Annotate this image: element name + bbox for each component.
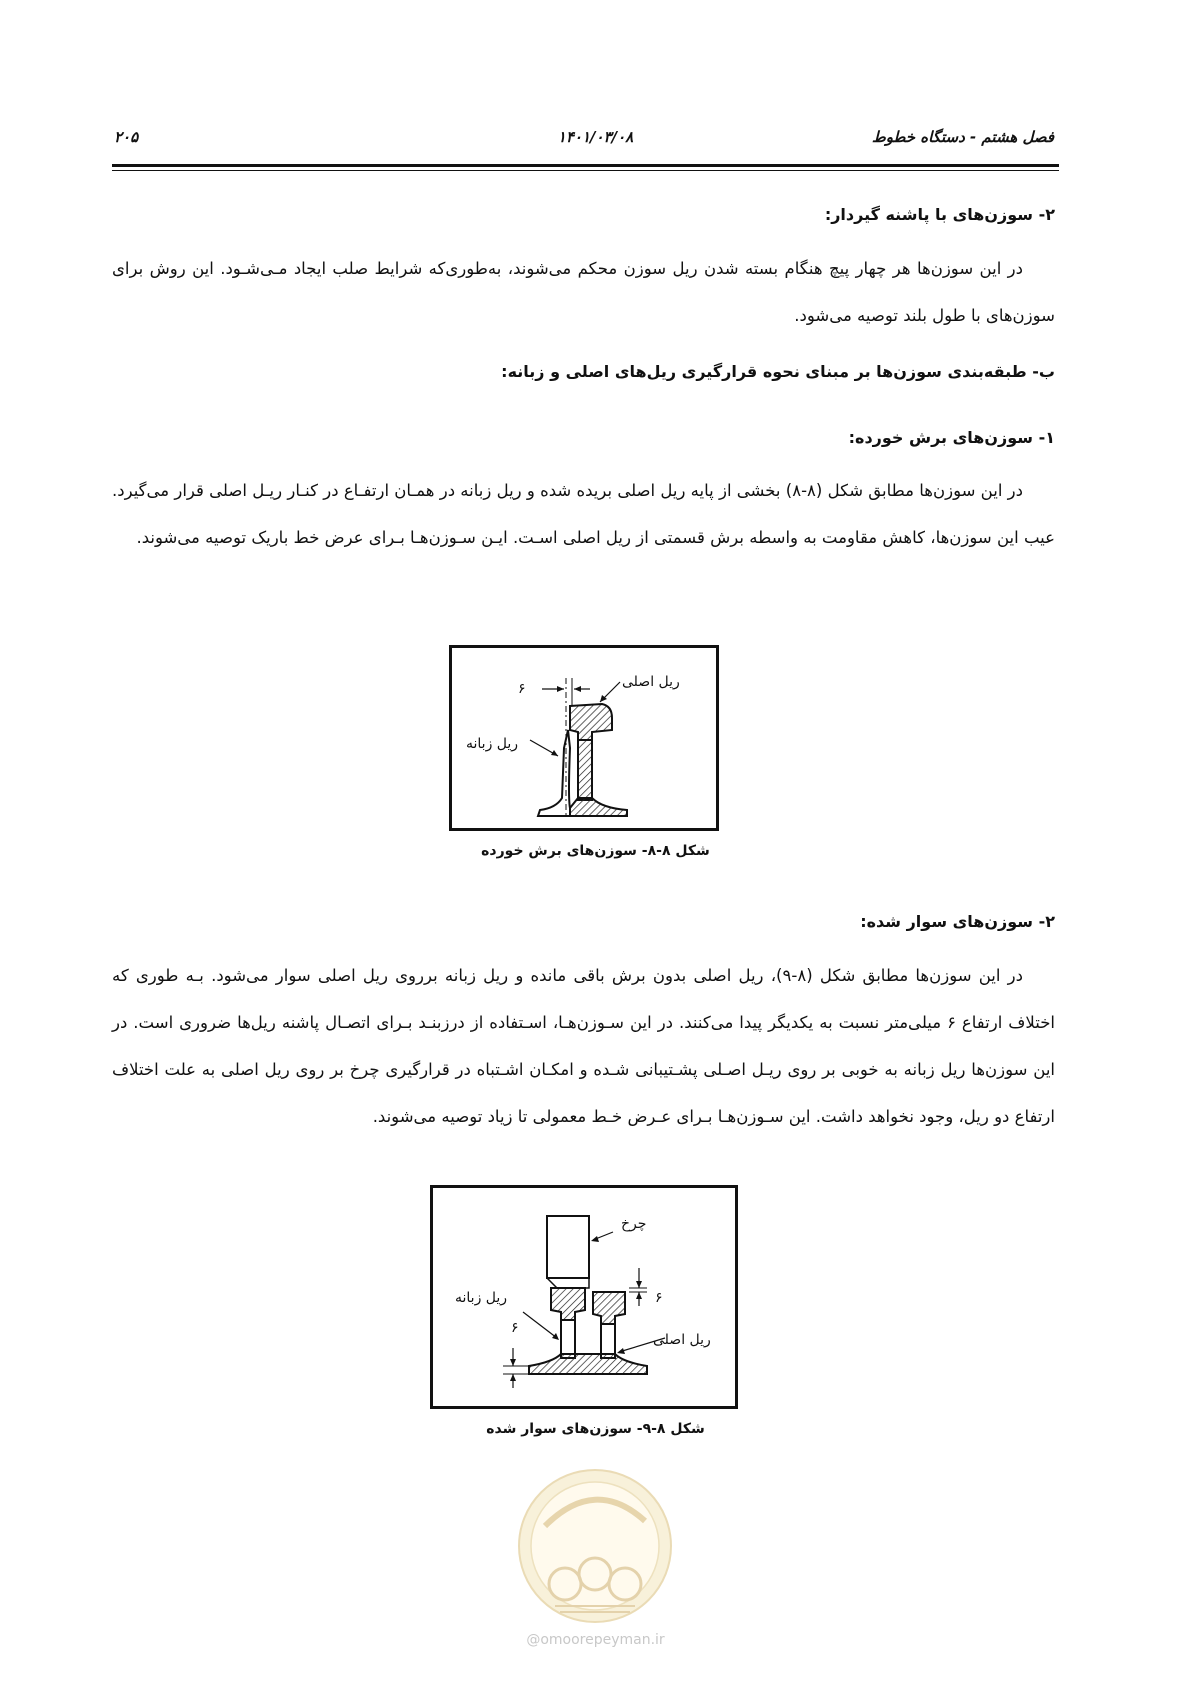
heel-switch-heading: ۲- سوزن‌های با پاشنه گیردار: (824, 205, 1055, 224)
fig2-wheel-label: چرخ (621, 1216, 647, 1232)
mounted-switch-text: در این سوزن‌ها مطابق شکل (۸-۹)، ریل اصلی بدون برش باقی مانده و ریل زبانه برروی ریل اصلی سوار می‌شود. بـه طوری که اختلاف ارتفاع ۶ میلی‌متر نسبت به یکدیگر پیدا می‌کنند. در این سـوزن‌هـا، اسـتفاده از درزبنـد بـرای اتصـال پاشنه ریل‌ها ضروری است. در این سوزن‌ها ریل زبانه به خوبی بر روی ریـل اصـلی پشـتیبانی شـده و امکـان اشـتباه در قرارگیری چرخ بر روی ریل اصلی به علت اختلاف ارتفاع دو ریل، وجود نخواهد داشت. این سـوزن‌هـا بـرای عـرض خـط معمولی تا زیاد توصیه می‌شوند. (112, 966, 1055, 1126)
header-rule-thin (112, 170, 1059, 171)
chapter-title: فصل هشتم - دستگاه خطوط (871, 128, 1054, 146)
fig2-switch-rail-label: ریل زبانه (455, 1290, 508, 1306)
page-number: ۲۰۵ (114, 128, 139, 146)
cut-switch-text: در این سوزن‌ها مطابق شکل (۸-۸) بخشی از پایه ریل اصلی بریده شده و ریل زبانه در همـان ارتفـاع در کنـار ریـل اصلی قرار می‌گیرد. عیب این سوزن‌ها، کاهش مقاومت به واسطه برش قسمتی از ریل اصلی اسـت. ایـن سـوزن‌هـا بـرای عرض خط باریک توصیه می‌شوند. (112, 481, 1055, 547)
fig2-dimension-bottom-label: ۶ (511, 1320, 519, 1336)
fig1-main-rail-label: ریل اصلی (622, 674, 680, 690)
watermark-url: @omoorepeyman.ir (526, 1632, 665, 1648)
mounted-switch-paragraph (112, 952, 1055, 1140)
fig2-dimension-top-label: ۶ (655, 1290, 663, 1306)
header-rule-thick (112, 164, 1059, 167)
heel-switch-paragraph (112, 245, 1055, 339)
header-date: ۱۴۰۱/۰۳/۰۸ (557, 128, 634, 146)
cut-switch-paragraph (112, 467, 1055, 561)
watermark-logo (505, 1466, 685, 1626)
fig1-switch-rail-label: ریل زبانه (466, 736, 519, 752)
figure-cut-switch-caption: شکل ۸-۸- سوزن‌های برش خورده (481, 843, 710, 859)
mounted-switch-heading: ۲- سوزن‌های سوار شده: (860, 912, 1055, 931)
fig2-main-rail-label: ریل اصلی (653, 1332, 711, 1348)
cut-switch-heading: ۱- سوزن‌های برش خورده: (848, 428, 1055, 447)
fig1-dimension-label: ۶ (518, 681, 526, 697)
classification-heading: ب- طبقه‌بندی سوزن‌ها بر مبنای نحوه قرارگیری ریل‌های اصلی و زبانه: (501, 362, 1055, 381)
heel-switch-text: در این سوزن‌ها هر چهار پیچ هنگام بسته شدن ریل سوزن محکم می‌شوند، به‌طوری‌که شرایط صلب ایجاد مـی‌شـود. این روش برای سوزن‌های با طول بلند توصیه می‌شود. (112, 259, 1055, 325)
figure-cut-switch (449, 645, 719, 831)
figure-mounted-switch-caption: شکل ۸-۹- سوزن‌های سوار شده (486, 1421, 705, 1437)
figure-mounted-switch (430, 1185, 738, 1409)
